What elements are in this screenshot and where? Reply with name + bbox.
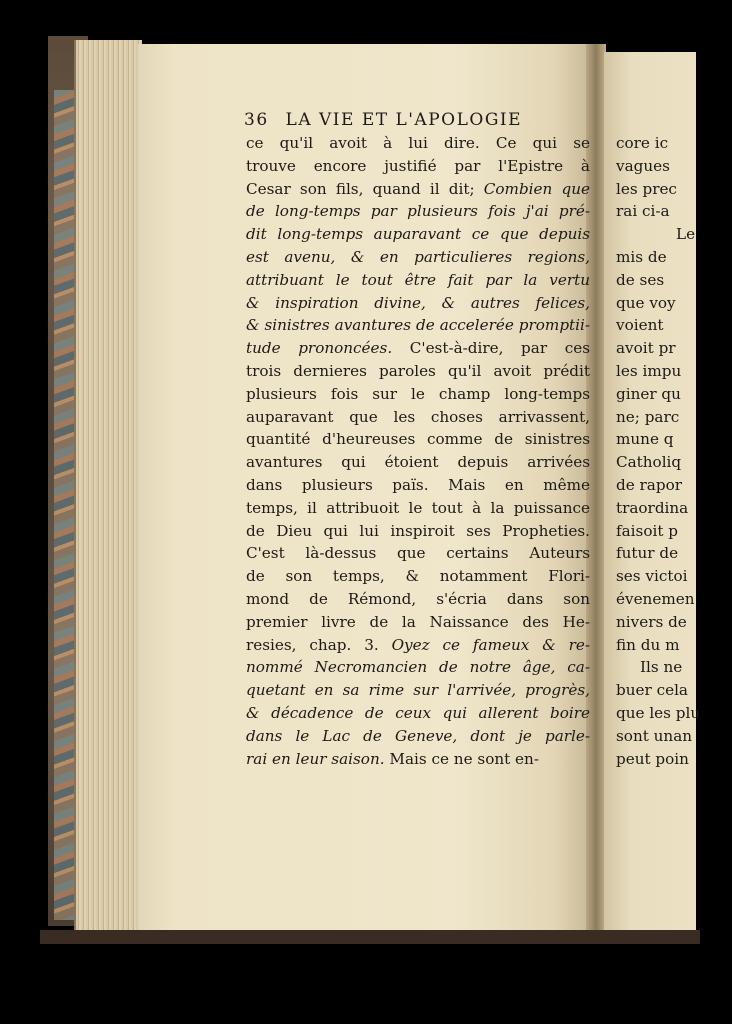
running-header	[244, 110, 604, 130]
right-text-line: que voy	[616, 293, 676, 312]
text-run: resies, chap. 3.	[246, 635, 392, 654]
text-line: quetant en sa rime sur l'arrivée, progrès,	[246, 681, 590, 700]
right-text-line: Le	[676, 225, 696, 244]
left-page-text	[246, 132, 590, 770]
text-line: attribuant le tout être fait par la vertu	[246, 270, 590, 289]
page-block-edge	[74, 40, 142, 930]
right-text-line: peut poin	[616, 749, 689, 768]
text-run: Mais ce ne sont en-	[384, 749, 539, 768]
right-text-line: core ic	[616, 134, 669, 152]
right-text-line: sont unan	[616, 726, 693, 745]
text-run: Cesar son fils, quand il dit;	[246, 179, 484, 198]
text-run: C'est-à-dire, par ces	[392, 339, 590, 358]
text-line: avantures qui étoient depuis arrivées	[246, 453, 590, 472]
text-line: plusieurs fois sur le champ long-temps	[246, 384, 590, 403]
text-run: rai en leur saison.	[246, 749, 385, 768]
text-line	[246, 748, 590, 771]
text-line: & décadence de ceux qui allerent boire	[246, 703, 590, 722]
text-line: dit long-temps auparavant ce que depuis	[246, 225, 590, 244]
text-line: C'est là-dessus que certains Auteurs	[246, 544, 590, 563]
right-text-line: vagues	[616, 156, 670, 175]
text-line: dans le Lac de Geneve, dont je parle-	[246, 726, 590, 745]
right-text-line: Ils ne	[640, 658, 683, 677]
text-run: Oyez ce fameux & re-	[391, 635, 590, 654]
text-line: trois dernieres paroles qu'il avoit prédit	[246, 361, 590, 380]
text-run: tude prononcées.	[246, 339, 393, 358]
text-line	[246, 634, 590, 657]
right-text-line: avoit pr	[616, 339, 676, 358]
text-line: est avenu, & en particulieres regions,	[246, 247, 590, 266]
text-line: de son temps, & notamment Flori-	[246, 567, 590, 586]
text-line: de Dieu qui lui inspiroit ses Propheties.	[246, 521, 590, 540]
text-line: dans plusieurs païs. Mais en même	[246, 475, 590, 494]
right-text-line: les impu	[616, 362, 682, 380]
right-text-line: les prec	[616, 179, 677, 198]
right-text-line: que les plu	[616, 704, 701, 722]
right-text-line: rai ci-a	[616, 202, 670, 221]
text-line: ce qu'il avoit à lui dire. Ce qui se	[246, 134, 590, 152]
right-text-line: ses victoi	[616, 567, 688, 586]
right-text-line: traordina	[616, 498, 689, 517]
right-text-line: mune q	[616, 430, 674, 449]
right-text-line: de rapor	[616, 476, 682, 494]
right-text-line: Catholiq	[616, 453, 682, 472]
text-line	[246, 337, 590, 360]
right-text-line: giner qu	[616, 384, 681, 403]
book-bottom-board	[40, 930, 700, 944]
running-title: LA VIE ET L'APOLOGIE	[285, 110, 523, 130]
text-line: quantité d'heureuses comme de sinistres	[246, 430, 590, 449]
right-text-line: futur de	[616, 544, 679, 563]
right-text-line: de ses	[616, 270, 665, 289]
text-line: mond de Rémond, s'écria dans son	[246, 589, 590, 608]
right-text-line: buer cela	[616, 681, 688, 700]
right-text-line: fin du m	[616, 635, 680, 654]
page-number: 36	[244, 110, 269, 130]
text-line: de long-temps par plusieurs fois j'ai pré-	[246, 202, 590, 221]
text-line: & sinistres avantures de accelerée promptii-	[246, 316, 590, 335]
text-line: premier livre de la Naissance des He-	[246, 612, 590, 631]
right-text-line: mis de	[616, 248, 667, 266]
right-text-line: nivers de	[616, 612, 687, 631]
text-run: Combien que	[483, 179, 590, 198]
text-line: nommé Necromancien de notre âge, ca-	[246, 658, 590, 677]
right-text-line: voient	[616, 316, 664, 335]
text-line: trouve encore justifié par l'Epistre à	[246, 156, 590, 175]
text-line: & inspiration divine, & autres felices,	[246, 293, 590, 312]
right-text-line: ne; parc	[616, 407, 680, 426]
right-text-line: évenemen	[616, 590, 695, 608]
text-line: temps, il attribuoit le tout à la puissance	[246, 498, 590, 517]
text-line: auparavant que les choses arrivassent,	[246, 407, 590, 426]
text-line	[246, 178, 590, 201]
right-text-line: faisoit p	[616, 521, 678, 540]
